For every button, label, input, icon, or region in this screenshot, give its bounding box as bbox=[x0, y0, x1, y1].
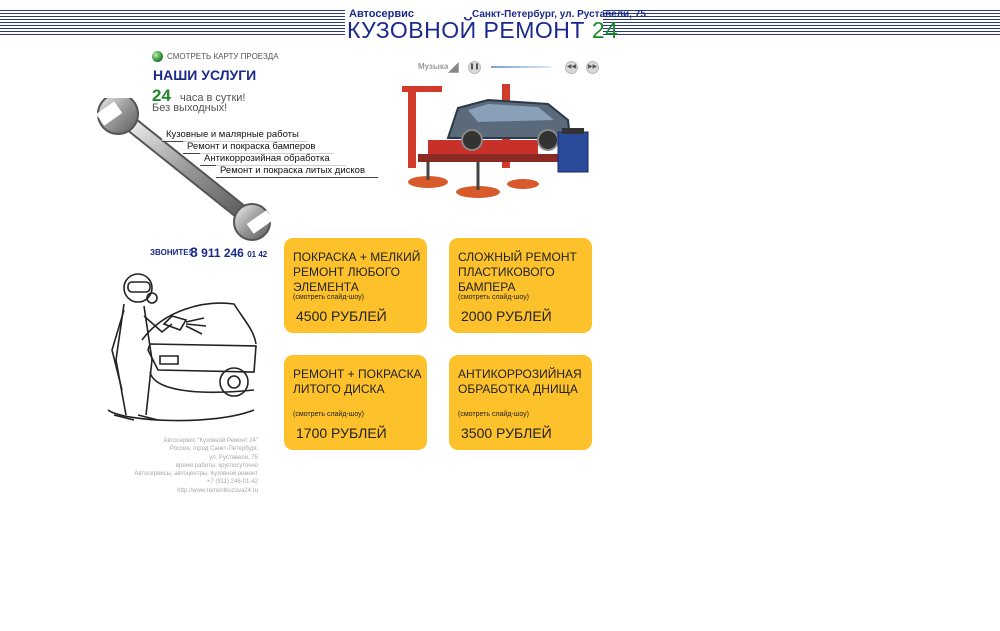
services-title: НАШИ УСЛУГИ bbox=[153, 67, 257, 83]
footer-line-street: ул. Руставели, 75 bbox=[209, 454, 258, 461]
footer-line-company: Автосервис "Кузовной Ремонт 24" bbox=[163, 438, 258, 444]
volume-slider[interactable] bbox=[491, 66, 551, 68]
call-label: ЗВОНИТЕ! bbox=[150, 248, 192, 257]
footer-line-url[interactable]: http://www.remontkuzova24.ru bbox=[177, 487, 258, 494]
card-slideshow-link[interactable]: (смотреть слайд-шоу) bbox=[458, 411, 530, 418]
map-link-label: СМОТРЕТЬ КАРТУ ПРОЕЗДА bbox=[167, 52, 279, 61]
footer-line-city: Россия, город Санкт-Петербург, bbox=[169, 446, 258, 453]
card-bumper-repair[interactable] bbox=[449, 238, 592, 333]
header-address: Санкт-Петербург, ул. Руставели, 75 bbox=[472, 9, 646, 20]
card-price: 1700 РУБЛЕЙ bbox=[296, 425, 387, 441]
card-slideshow-link[interactable]: (смотреть слайд-шоу) bbox=[293, 411, 365, 418]
painter-illustration bbox=[94, 260, 260, 430]
hours-text: часа в сутки! bbox=[180, 92, 246, 104]
pause-icon[interactable]: ❚❚ bbox=[468, 61, 481, 74]
card-title: СЛОЖНЫЙ РЕМОНТ ПЛАСТИКОВОГО БАМПЕРА bbox=[458, 250, 577, 294]
next-icon[interactable]: ▶▶ bbox=[586, 61, 599, 74]
card-price: 4500 РУБЛЕЙ bbox=[296, 308, 387, 324]
prev-icon[interactable]: ◀◀ bbox=[565, 61, 578, 74]
card-price: 2000 РУБЛЕЙ bbox=[461, 308, 552, 324]
footer-info bbox=[110, 437, 258, 495]
brand-title-text: КУЗОВНОЙ РЕМОНТ bbox=[347, 17, 585, 43]
card-title: РЕМОНТ + ПОКРАСКА ЛИТОГО ДИСКА bbox=[293, 367, 422, 396]
phone-prefix: 8 bbox=[190, 244, 198, 260]
footer-line-hours: время работы: круглосуточно bbox=[175, 462, 258, 469]
card-slideshow-link[interactable]: (смотреть слайд-шоу) bbox=[458, 294, 530, 301]
service-item-bumpers[interactable]: Ремонт и покраска бамперов bbox=[183, 141, 334, 154]
footer-line-phone: +7 (911) 246-01-42 bbox=[206, 479, 258, 486]
phone-end: 01 42 bbox=[247, 250, 268, 259]
card-slideshow-link[interactable]: (смотреть слайд-шоу) bbox=[293, 294, 365, 301]
globe-icon bbox=[152, 51, 163, 62]
service-item-anticorrosion[interactable]: Антикоррозийная обработка bbox=[200, 153, 346, 166]
footer-line-keywords: Автосервисы, автоцентры, Кузовной ремонт bbox=[134, 471, 258, 478]
phone-main: 911 246 bbox=[201, 246, 244, 260]
speaker-icon[interactable]: ◢ bbox=[448, 58, 459, 74]
brand-title[interactable] bbox=[347, 17, 618, 44]
phone-number[interactable] bbox=[190, 244, 267, 260]
brand-title-number: 24 bbox=[591, 17, 619, 43]
map-link[interactable] bbox=[152, 51, 279, 62]
music-label: Музыка bbox=[418, 62, 449, 71]
card-title: ПОКРАСКА + МЕЛКИЙ РЕМОНТ ЛЮБОГО ЭЛЕМЕНТА bbox=[293, 250, 421, 294]
service-item-body-paint[interactable]: Кузовные и малярные работы bbox=[162, 129, 308, 142]
card-price: 3500 РУБЛЕЙ bbox=[461, 425, 552, 441]
frame-machine-image bbox=[398, 80, 598, 210]
card-anticorrosion[interactable] bbox=[449, 355, 592, 450]
card-wheel-repair[interactable] bbox=[284, 355, 427, 450]
hours-subtext: Без выходных! bbox=[152, 102, 228, 114]
hours-number: 24 bbox=[152, 86, 171, 105]
brand-subtitle: Автосервис bbox=[349, 8, 414, 20]
card-title: АНТИКОРРОЗИЙНАЯ ОБРАБОТКА ДНИЩА bbox=[458, 367, 582, 396]
card-paint-small-repair[interactable] bbox=[284, 238, 427, 333]
service-item-wheels[interactable]: Ремонт и покраска литых дисков bbox=[216, 165, 378, 178]
